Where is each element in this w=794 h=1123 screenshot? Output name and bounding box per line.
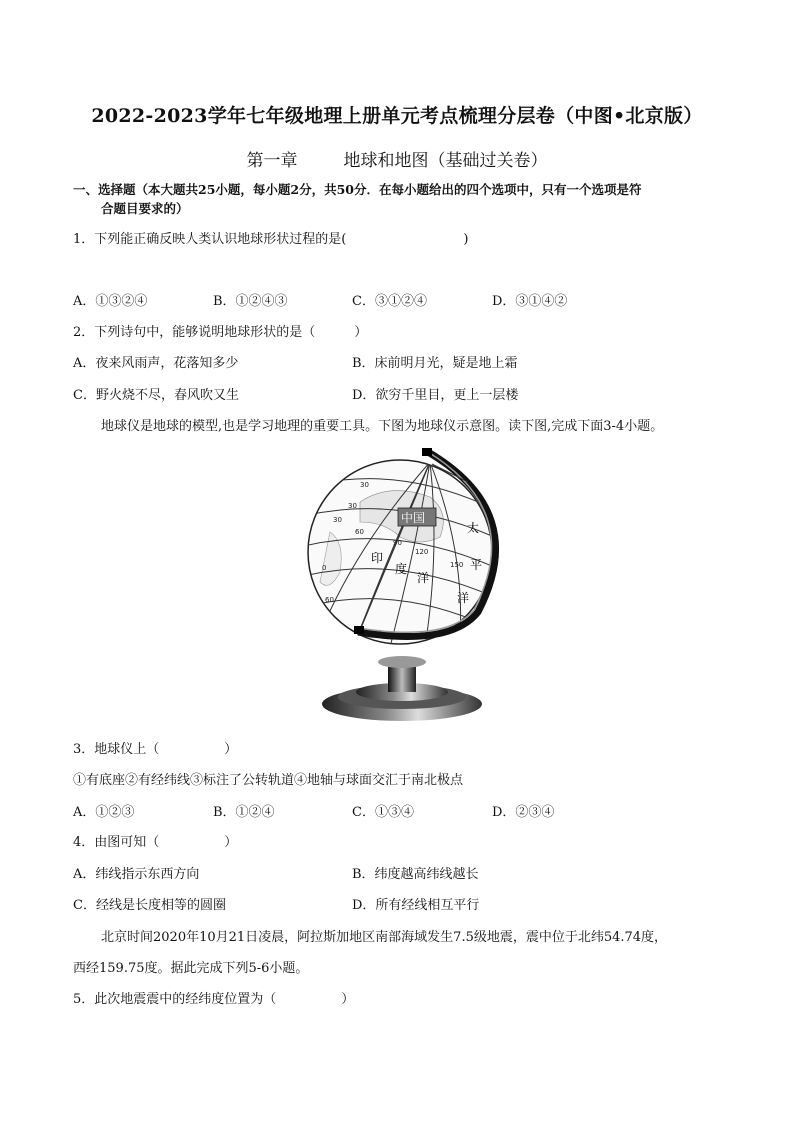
section-instructions-line1: 一、选择题（本大题共25小题，每小题2分，共50分．在每小题给出的四个选项中，只有一个选项是符 — [73, 182, 642, 197]
axis-bottom — [354, 626, 364, 634]
question-1-option-b: B．①②④③ — [213, 294, 288, 309]
question-3-statements: ①有底座②有经纬线③标注了公转轨道④地轴与球面交汇于南北极点 — [73, 773, 464, 788]
document-title: 2022-2023学年七年级地理上册单元考点梳理分层卷（中图•北京版） — [91, 105, 703, 127]
globe-label-tai: 太 — [467, 521, 480, 535]
globe-degree-label: 90 — [393, 539, 402, 547]
chapter-number: 第一章 — [246, 151, 298, 171]
question-1-option-a: A．①③②④ — [73, 294, 148, 309]
globe-degree-label: 0 — [322, 564, 327, 572]
globe-label-du: 度 — [395, 562, 408, 576]
question-1-stem: 1．下列能正确反映人类认识地球形状过程的是( ) — [73, 232, 469, 247]
section-instructions-line2: 合题目要求的） — [101, 201, 189, 216]
question-4-option-d: D．所有经线相互平行 — [352, 898, 480, 913]
question-2-option-d: D．欲穷千里目，更上一层楼 — [352, 388, 519, 403]
question-3-option-b: B．①②④ — [213, 805, 275, 820]
globe-label-yang-indian: 洋 — [417, 571, 430, 585]
question-2-option-b: B．床前明月光，疑是地上霜 — [352, 356, 518, 371]
earthquake-passage-line2: 西经159.75度。据此完成下列5-6小题。 — [73, 961, 309, 976]
globe-degree-label: 30 — [333, 516, 342, 524]
chapter-name: 地球和地图（基础过关卷） — [343, 151, 548, 171]
question-1-option-c: C．③①②④ — [352, 294, 427, 309]
question-4-option-b: B．纬度越高纬线越长 — [352, 867, 479, 882]
earthquake-passage-line1: 北京时间2020年10月21日凌晨，阿拉斯加地区南部海域发生7.5级地震，震中位于北纬54.74度， — [101, 930, 668, 945]
question-3-option-d: D．②③④ — [492, 805, 555, 820]
question-4-option-c: C．经线是长度相等的圆圈 — [73, 898, 226, 913]
question-3-option-c: C．①③④ — [352, 805, 414, 820]
globe-label-china: 中国 — [401, 511, 426, 525]
globe-label-yang-pacific: 洋 — [457, 591, 470, 605]
question-5-stem: 5．此次地震震中的经纬度位置为（ ） — [73, 992, 355, 1007]
question-2-stem: 2．下列诗句中，能够说明地球形状的是（ ） — [73, 325, 368, 340]
globe-degree-label: 150 — [450, 561, 464, 569]
question-2-option-c: C．野火烧不尽，春风吹又生 — [73, 388, 239, 403]
globe-degree-label: 120 — [415, 548, 429, 556]
globe-degree-label: 60 — [325, 596, 334, 604]
question-3-option-a: A．①②③ — [73, 805, 135, 820]
question-3-stem: 3．地球仪上（ ） — [73, 742, 238, 757]
question-2-option-a: A．夜来风雨声，花落知多少 — [73, 356, 239, 371]
globe-figure — [300, 442, 510, 730]
globe-degree-label: 30 — [360, 481, 369, 489]
question-1-option-d: D．③①④② — [492, 294, 568, 309]
chapter-heading — [0, 146, 794, 171]
axis-top — [422, 448, 432, 456]
globe-passage: 地球仪是地球的模型,也是学习地理的重要工具。下图为地球仪示意图。读下图,完成下面3-4小题。 — [101, 419, 664, 434]
globe-label-yin: 印 — [371, 551, 384, 565]
globe-illustration — [300, 442, 510, 726]
globe-label-ping: 平 — [470, 558, 483, 572]
question-4-option-a: A．纬线指示东西方向 — [73, 867, 200, 882]
globe-degree-label: 30 — [348, 502, 357, 510]
globe-degree-label: 60 — [355, 528, 364, 536]
question-4-stem: 4．由图可知（ ） — [73, 835, 238, 850]
